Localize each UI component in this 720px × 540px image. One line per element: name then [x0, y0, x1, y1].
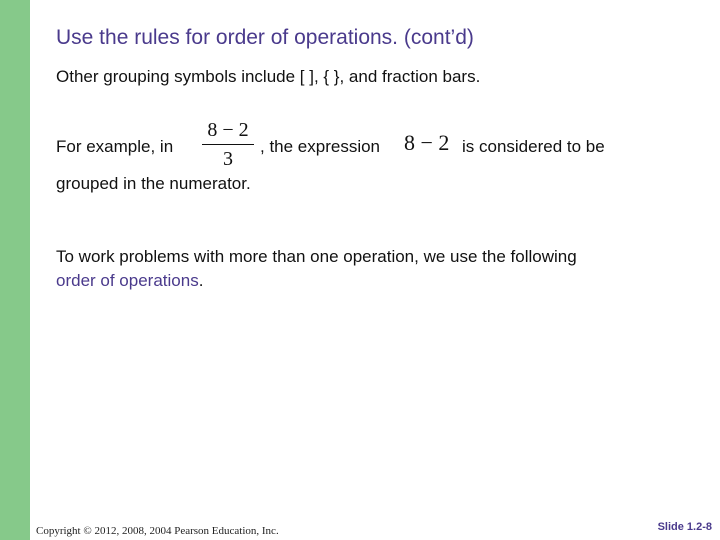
grouped-numerator-text: grouped in the numerator.	[56, 174, 251, 193]
example-mid: , the expression	[260, 137, 381, 156]
fraction-bar	[202, 144, 254, 145]
example-line	[56, 137, 173, 157]
side-bar	[0, 0, 30, 540]
example-suffix: is considered to be	[462, 137, 605, 156]
slide-title: Use the rules for order of operations. (cont’d)	[56, 26, 474, 49]
slide-number: Slide 1.2-8	[657, 521, 712, 533]
order-of-operations-line	[56, 271, 203, 291]
operations-intro-text: To work problems with more than one operation, we use the following	[56, 247, 577, 266]
expression: 8 − 2	[404, 130, 450, 155]
grouping-symbols-text: Other grouping symbols include [ ], { }, and fraction bars.	[56, 67, 481, 86]
fraction-numerator: 8 − 2	[207, 119, 249, 141]
order-of-operations-term: order of operations	[56, 271, 199, 290]
example-fraction	[200, 118, 256, 171]
fraction-denominator: 3	[223, 148, 233, 170]
copyright-notice: Copyright © 2012, 2008, 2004 Pearson Education, Inc.	[36, 525, 279, 537]
line-end-period: .	[198, 271, 204, 290]
example-prefix: For example, in	[56, 137, 174, 156]
